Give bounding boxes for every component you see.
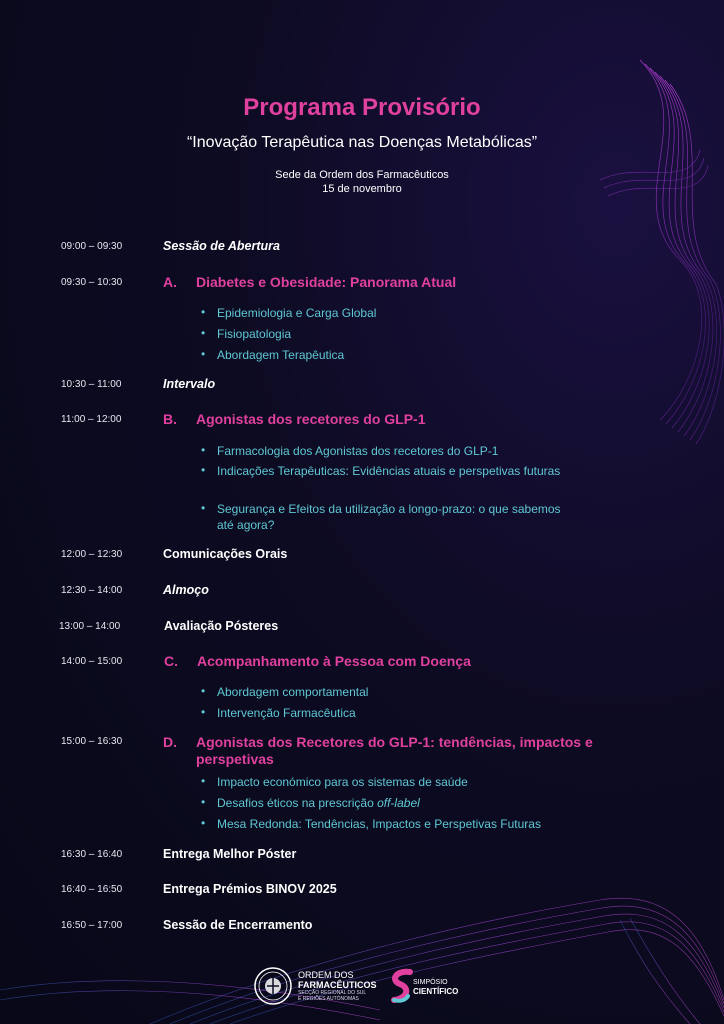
list-item: Fisiopatologia — [217, 327, 292, 341]
org-line1: ORDEM DOS — [298, 970, 354, 980]
list-item: Farmacologia dos Agonistas dos recetores do GLP-1 — [217, 444, 499, 458]
bullet-icon: • — [201, 501, 206, 515]
simposio-logo-icon — [386, 966, 416, 1006]
list-item: Impacto económico para os sistemas de saúde — [217, 775, 468, 789]
bullet-icon: • — [201, 705, 206, 719]
ordem-farmaceuticos-seal-icon — [253, 966, 293, 1006]
time-slot: 13:00 – 14:00 — [59, 621, 121, 632]
time-slot: 10:30 – 11:00 — [61, 379, 122, 390]
venue-name: Sede da Ordem dos Farmacêuticos — [275, 169, 449, 181]
venue-info — [0, 168, 724, 196]
list-item: Abordagem Terapêutica — [217, 348, 345, 362]
bullet-icon: • — [201, 326, 206, 340]
org-logo-text — [298, 970, 377, 1002]
org-line3: SECÇÃO REGIONAL DO SUL — [298, 990, 367, 996]
section-title-c: Acompanhamento à Pessoa com Doença — [197, 653, 471, 669]
session-award-binov: Entrega Prémios BINOV 2025 — [163, 882, 337, 896]
time-slot: 14:00 – 15:00 — [61, 656, 123, 667]
bullet-icon: • — [201, 816, 206, 830]
section-title-a: Diabetes e Obesidade: Panorama Atual — [196, 274, 457, 290]
bullet-icon: • — [201, 305, 206, 319]
session-lunch: Almoço — [163, 583, 209, 597]
list-item: Segurança e Efeitos da utilização a longo-prazo: o que sabemos até agora? — [217, 502, 561, 532]
list-item: Intervenção Farmacêutica — [217, 706, 356, 720]
list-item-text: Desafios éticos na prescrição — [217, 796, 374, 810]
event-subtitle: “Inovação Terapêutica nas Doenças Metabólicas” — [186, 134, 538, 151]
org-line4: E REGIÕES AUTÓNOMAS — [298, 996, 359, 1002]
off-label-term: off-label — [377, 796, 420, 810]
time-slot: 16:50 – 17:00 — [61, 920, 123, 931]
session-posters: Avaliação Pósteres — [164, 619, 279, 633]
time-slot: 09:00 – 09:30 — [61, 241, 123, 252]
time-slot: 16:30 – 16:40 — [61, 849, 123, 860]
session-oral: Comunicações Orais — [163, 547, 288, 561]
section-title-b: Agonistas dos recetores do GLP-1 — [196, 411, 426, 427]
bullet-icon: • — [201, 347, 206, 361]
simposio-line1: SIMPÓSIO — [413, 979, 448, 986]
section-letter: C. — [164, 653, 178, 669]
simposio-logo-text — [413, 978, 458, 996]
time-slot: 12:30 – 14:00 — [61, 585, 123, 596]
bullet-icon: • — [201, 795, 206, 809]
time-slot: 15:00 – 16:30 — [61, 736, 123, 747]
session-award-poster: Entrega Melhor Póster — [163, 847, 297, 861]
org-line2: FARMACÊUTICOS — [298, 980, 377, 990]
section-letter: A. — [163, 274, 177, 290]
list-item: Indicações Terapêuticas: Evidências atuais e perspetivas futuras — [217, 464, 561, 478]
bullet-icon: • — [201, 443, 206, 457]
section-title-d: Agonistas dos Recetores do GLP-1: tendências, impactos e perspetivas — [196, 734, 593, 767]
event-date: 15 de novembro — [322, 183, 402, 195]
list-item: Abordagem comportamental — [217, 685, 369, 699]
time-slot: 16:40 – 16:50 — [61, 884, 123, 895]
time-slot: 09:30 – 10:30 — [61, 277, 123, 288]
time-slot: 12:00 – 12:30 — [61, 549, 123, 560]
session-closing: Sessão de Encerramento — [163, 918, 313, 932]
section-letter: B. — [163, 411, 177, 427]
section-letter: D. — [163, 734, 177, 750]
list-item: Mesa Redonda: Tendências, Impactos e Perspetivas Futuras — [217, 817, 541, 831]
session-break: Intervalo — [163, 377, 216, 391]
bullet-icon: • — [201, 463, 206, 477]
session-opening: Sessão de Abertura — [163, 239, 280, 253]
list-item — [217, 795, 607, 811]
list-item: Epidemiologia e Carga Global — [217, 306, 377, 320]
bullet-icon: • — [201, 774, 206, 788]
page-title: Programa Provisório — [243, 94, 481, 121]
bullet-icon: • — [201, 684, 206, 698]
simposio-line2: CIENTÍFICO — [413, 987, 459, 996]
time-slot: 11:00 – 12:00 — [61, 414, 122, 425]
